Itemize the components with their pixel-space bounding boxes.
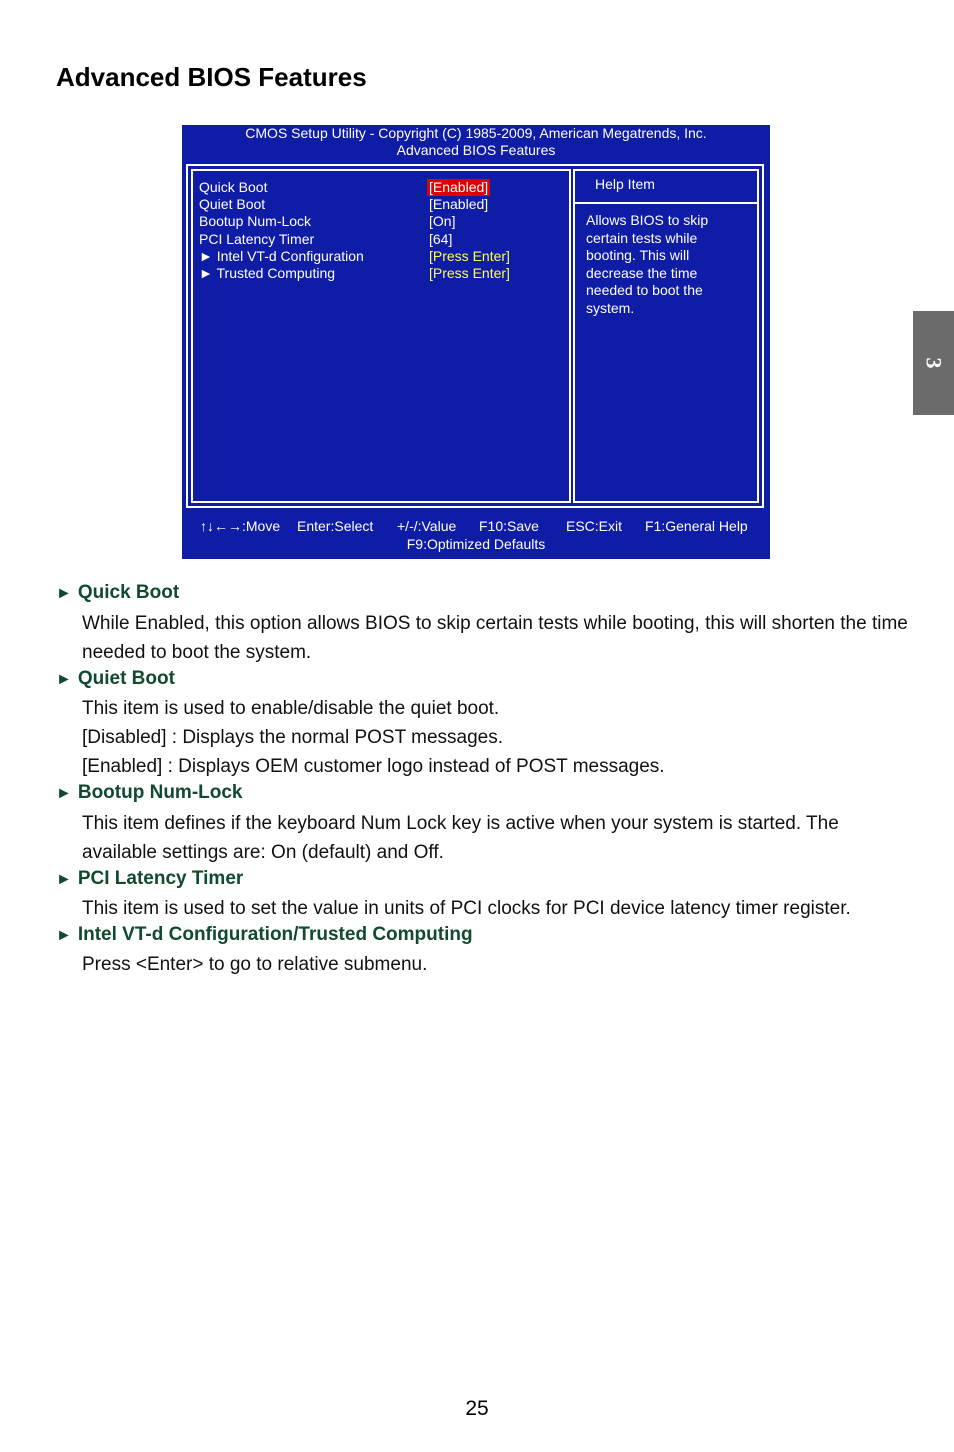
- help-title: Help Item: [595, 176, 655, 192]
- bios-item-value-submenu[interactable]: [Press Enter]: [429, 265, 510, 281]
- bios-settings-panel: [191, 169, 571, 503]
- section-heading-text: Intel VT-d Configuration/Trusted Computing: [77, 924, 473, 945]
- bios-item-value[interactable]: [64]: [429, 231, 453, 247]
- section-heading-quick-boot: [56, 581, 179, 606]
- triangle-bullet-icon: ►: [56, 871, 72, 888]
- help-divider: [575, 202, 757, 204]
- bios-copyright: CMOS Setup Utility - Copyright (C) 1985-2009, American Megatrends, Inc.: [245, 125, 707, 141]
- bios-screenshot: [182, 125, 770, 559]
- section-heading-text: Quiet Boot: [77, 668, 175, 689]
- bios-item-label: ► Intel VT-d Configuration: [199, 248, 364, 264]
- page-number: 25: [465, 1397, 489, 1420]
- chapter-number: 3: [921, 357, 947, 369]
- bios-item-value-submenu[interactable]: [Press Enter]: [429, 248, 510, 264]
- triangle-bullet-icon: ►: [56, 585, 72, 602]
- section-text-pci-latency-timer: This item is used to set the value in units of PCI clocks for PCI device latency timer register.: [82, 898, 851, 919]
- bios-header: [182, 125, 770, 159]
- triangle-bullet-icon: ►: [56, 785, 72, 802]
- bios-help-panel: [573, 169, 759, 503]
- help-text: Allows BIOS to skip certain tests while booting. This will decrease the time needed to boot the system.: [586, 212, 709, 316]
- key-select: Enter:Select: [297, 518, 374, 534]
- section-text-intel-vtd-trusted: Press <Enter> to go to relative submenu.: [82, 954, 428, 975]
- key-save: F10:Save: [479, 518, 539, 534]
- section-heading-bootup-num-lock: [56, 781, 243, 806]
- bios-item-value[interactable]: [Enabled]: [429, 196, 489, 212]
- bios-item-label: Quiet Boot: [199, 196, 266, 212]
- triangle-bullet-icon: ►: [56, 671, 72, 688]
- bios-item-label: ► Trusted Computing: [199, 265, 336, 281]
- key-move: ↑↓←→:Move: [200, 518, 281, 534]
- key-value: +/-/:Value: [397, 518, 457, 534]
- key-exit: ESC:Exit: [566, 518, 623, 534]
- key-defaults: F9:Optimized Defaults: [406, 536, 546, 552]
- key-help: F1:General Help: [645, 518, 748, 534]
- section-heading-pci-latency-timer: [56, 867, 243, 892]
- section-text-quiet-boot-3: [Enabled] : Displays OEM customer logo instead of POST messages.: [82, 756, 665, 777]
- page-title: Advanced BIOS Features: [56, 62, 367, 92]
- triangle-bullet-icon: ►: [56, 927, 72, 944]
- bios-screen-title: Advanced BIOS Features: [396, 142, 556, 158]
- chapter-tab: [913, 311, 954, 415]
- section-text-bootup-num-lock: This item defines if the keyboard Num Lock key is active when your system is started. The available settings are: On (default) and Off.: [82, 813, 839, 863]
- bios-item-label: Bootup Num-Lock: [199, 213, 312, 229]
- section-text-quiet-boot-1: This item is used to enable/disable the quiet boot.: [82, 698, 500, 719]
- bios-item-value-selected[interactable]: [Enabled]: [429, 179, 489, 195]
- section-heading-intel-vtd-trusted: [56, 923, 473, 948]
- bios-main-frame: [186, 164, 764, 508]
- section-text-quiet-boot-2: [Disabled] : Displays the normal POST messages.: [82, 727, 503, 748]
- section-text-quick-boot: While Enabled, this option allows BIOS to skip certain tests while booting, this will shorten the time needed to boot the system.: [82, 613, 908, 663]
- section-heading-text: Bootup Num-Lock: [77, 782, 243, 803]
- bios-item-label: PCI Latency Timer: [199, 231, 315, 247]
- section-heading-quiet-boot: [56, 667, 175, 692]
- bios-item-value[interactable]: [On]: [429, 213, 456, 229]
- bios-item-label: Quick Boot: [199, 179, 268, 195]
- section-heading-text: Quick Boot: [77, 582, 180, 603]
- section-heading-text: PCI Latency Timer: [77, 868, 244, 889]
